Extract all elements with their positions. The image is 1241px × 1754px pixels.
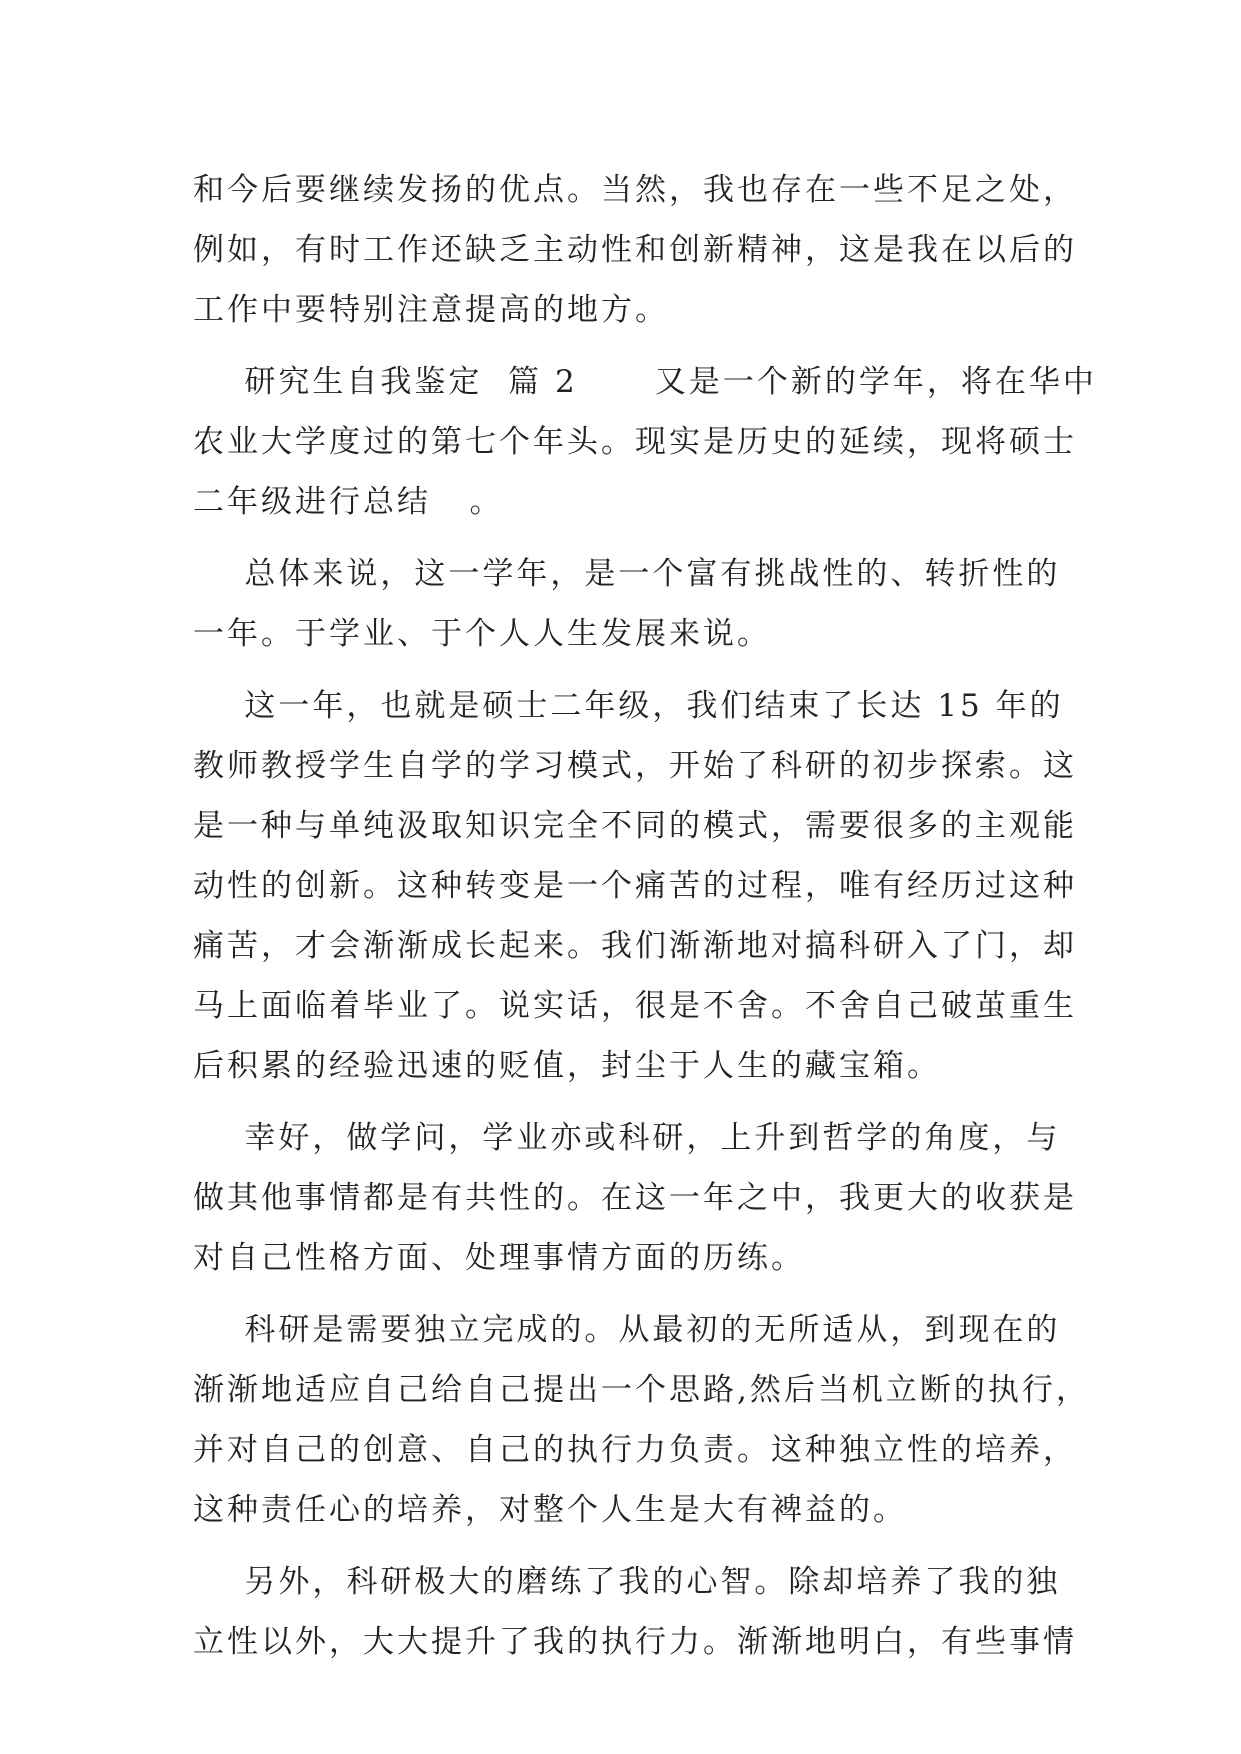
text-line: 对自己性格方面、处理事情方面的历练。 xyxy=(193,1240,805,1276)
text-line: 科研是需要独立完成的。从最初的无所适从，到现在的 xyxy=(193,1312,1061,1348)
text-line: 另外，科研极大的磨练了我的心智。除却培养了我的独 xyxy=(193,1564,1061,1600)
paragraph xyxy=(193,1552,1077,1672)
text-line: 工作中要特别注意提高的地方。 xyxy=(193,292,669,328)
body-text xyxy=(193,160,1097,1672)
text-line: 痛苦，才会渐渐成长起来。我们渐渐地对搞科研入了门，却 xyxy=(193,928,1077,964)
text-line: 教师教授学生自学的学习模式，开始了科研的初步探索。这 xyxy=(193,748,1077,784)
text-line: 这一年，也就是硕士二年级，我们结束了长达 15 年的 xyxy=(193,688,1064,724)
paragraph xyxy=(193,676,1077,1096)
text-line: 渐渐地适应自己给自己提出一个思路,然后当机立断的执行， xyxy=(193,1372,1090,1408)
text-line: 二年级进行总结 。 xyxy=(193,484,504,520)
text-line: 研究生自我鉴定 篇 2 又是一个新的学年，将在华中 xyxy=(193,364,1097,400)
paragraph xyxy=(193,544,1061,664)
paragraph xyxy=(193,1300,1090,1540)
text-line: 幸好，做学问，学业亦或科研，上升到哲学的角度，与 xyxy=(193,1120,1061,1156)
text-line: 后积累的经验迅速的贬值，封尘于人生的藏宝箱。 xyxy=(193,1048,941,1084)
paragraph xyxy=(193,160,1077,340)
text-line: 和今后要继续发扬的优点。当然，我也存在一些不足之处， xyxy=(193,172,1077,208)
text-line: 马上面临着毕业了。说实话，很是不舍。不舍自己破茧重生 xyxy=(193,988,1077,1024)
text-line: 动性的创新。这种转变是一个痛苦的过程，唯有经历过这种 xyxy=(193,868,1077,904)
text-line: 这种责任心的培养，对整个人生是大有裨益的。 xyxy=(193,1492,907,1528)
text-line: 农业大学度过的第七个年头。现实是历史的延续，现将硕士 xyxy=(193,424,1077,460)
text-line: 是一种与单纯汲取知识完全不同的模式，需要很多的主观能 xyxy=(193,808,1077,844)
text-line: 一年。于学业、于个人人生发展来说。 xyxy=(193,616,771,652)
paragraph xyxy=(193,352,1097,532)
paragraph xyxy=(193,1108,1077,1288)
text-line: 立性以外，大大提升了我的执行力。渐渐地明白，有些事情 xyxy=(193,1624,1077,1660)
text-line: 并对自己的创意、自己的执行力负责。这种独立性的培养， xyxy=(193,1432,1077,1468)
text-line: 例如，有时工作还缺乏主动性和创新精神，这是我在以后的 xyxy=(193,232,1077,268)
text-line: 做其他事情都是有共性的。在这一年之中，我更大的收获是 xyxy=(193,1180,1077,1216)
text-line: 总体来说，这一学年，是一个富有挑战性的、转折性的 xyxy=(193,556,1061,592)
